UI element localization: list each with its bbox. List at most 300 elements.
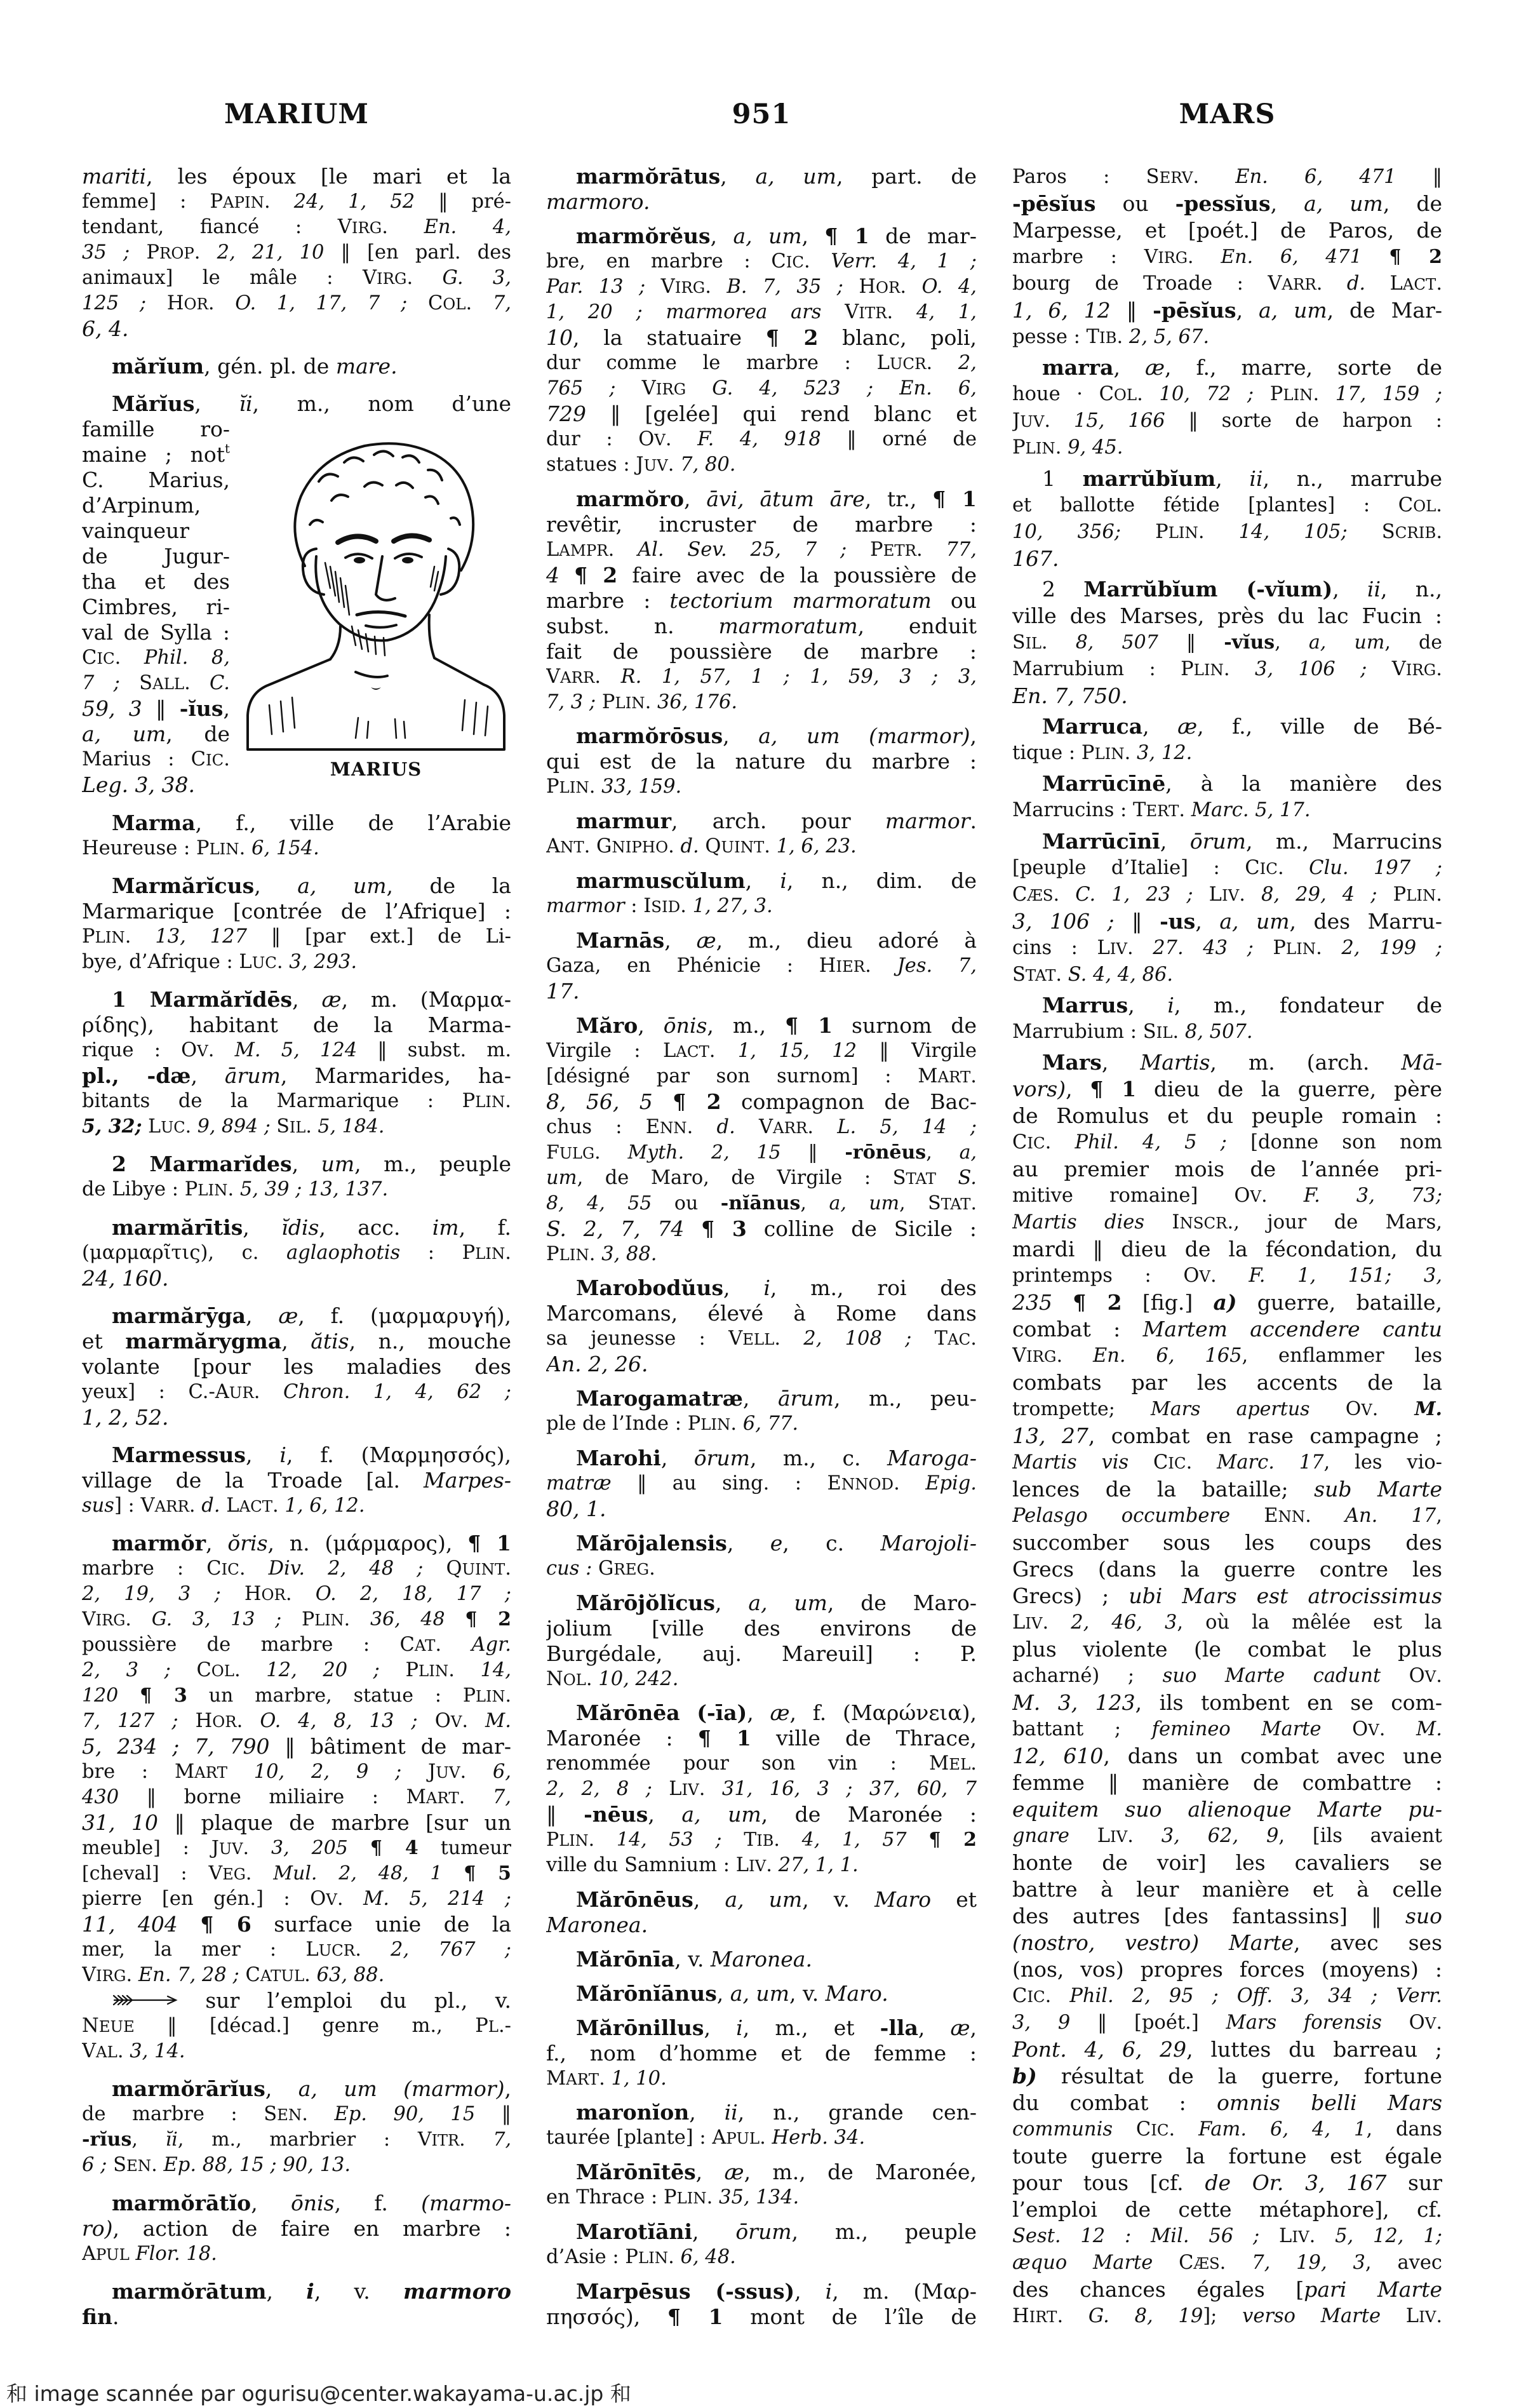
small-caps-letters: LIN: [95, 927, 125, 946]
text-run: 1: [1042, 466, 1083, 491]
author-abbreviation: MEL.: [929, 1752, 977, 1775]
text-run: ,: [716, 1980, 730, 2006]
small-caps-letters: ULG: [559, 1144, 595, 1162]
entry-line: [1012, 2303, 1442, 2330]
entry-line: [82, 2127, 511, 2153]
italic-text: Clu. 197 ;: [1283, 856, 1442, 879]
headword-text: -rĭus: [82, 2128, 132, 2151]
dictionary-entry: [1012, 713, 1442, 767]
italic-text: 3, 205: [249, 1837, 348, 1860]
italic-text: Ep. 90, 15: [307, 2103, 476, 2126]
text-run: , m. (Μαρμα-: [341, 987, 511, 1012]
text-run: tique :: [1012, 742, 1081, 764]
text-run: .: [970, 809, 977, 834]
small-caps-letters: EUE: [98, 2017, 135, 2036]
text-run: résultat de la guerre, fortune: [1036, 2064, 1442, 2088]
italic-text: 7,: [465, 2128, 511, 2151]
italic-text: ătis: [311, 1328, 349, 1354]
small-caps-letters: ART: [194, 1763, 227, 1782]
text-run: ,: [715, 1590, 749, 1615]
author-abbreviation: QUINT.: [423, 1557, 511, 1580]
entry-line: [546, 2066, 977, 2092]
headword-text: fin: [82, 2304, 112, 2329]
italic-text: Agr.: [441, 1634, 511, 1657]
text-run: ,: [970, 2015, 977, 2040]
entry-line: [1012, 191, 1442, 217]
italic-text: (nostro, vestro) Marte: [1012, 1930, 1294, 1955]
entry-line: [546, 300, 977, 325]
italic-text: C.: [190, 672, 230, 695]
italic-text: ārum: [777, 1386, 834, 1411]
entry-line: [546, 1887, 977, 1912]
entry-line: [546, 953, 977, 979]
marius-figure: [244, 436, 508, 782]
entry-line: [1012, 434, 1442, 461]
italic-text: 6, 154.: [245, 837, 319, 859]
author-abbreviation: PLIN.: [596, 690, 652, 713]
author-abbreviation: OV.: [1234, 1185, 1268, 1207]
italic-text: Sest. 12 : Mil. 56 ;: [1012, 2225, 1260, 2247]
bold-italic-text: i: [306, 2278, 314, 2304]
entry-line: [546, 2304, 977, 2330]
headword-text: -lla: [880, 2015, 918, 2040]
italic-text: An. 17: [1311, 1505, 1436, 1527]
headword-text: -pēsĭus: [1012, 191, 1096, 216]
italic-text: æ: [724, 2160, 744, 2185]
author-abbreviation: CIC.: [1012, 1131, 1052, 1153]
italic-text: 63, 88.: [310, 1964, 385, 1987]
text-run: mitive romaine]: [1012, 1185, 1235, 1207]
italic-text: marmoratum: [718, 613, 858, 638]
headword-text: ¶ 2: [1389, 246, 1442, 268]
headword-text: Marrŭbĭum (-vĭum): [1083, 576, 1333, 602]
entry-line: [1012, 770, 1442, 797]
small-caps-letters: ART: [937, 1067, 971, 1086]
italic-text: 1, 10.: [605, 2067, 667, 2090]
entry-line: [1012, 546, 1442, 572]
column-middle: [546, 164, 977, 2330]
italic-text: de Or. 3, 167: [1205, 2170, 1387, 2195]
dictionary-entry: [546, 164, 977, 215]
text-run: ,: [800, 1192, 829, 1214]
italic-text: 8, 29, 4 ;: [1245, 883, 1377, 906]
text-run: d’Arpinum,: [82, 493, 201, 518]
dictionary-entry: [546, 1275, 977, 1377]
text-run: , la statuaire: [573, 325, 766, 350]
text-run: f., nom d’homme et de femme :: [546, 2040, 977, 2066]
small-caps-letters: IV: [1110, 1827, 1128, 1846]
small-caps-letters: ART: [425, 1789, 459, 1808]
entry-line: [1012, 1316, 1442, 1343]
italic-text: 17.: [546, 978, 580, 1004]
text-run: ,: [245, 1442, 280, 1467]
italic-text: 13, 27: [1012, 1423, 1088, 1448]
entry-line: [1012, 1129, 1442, 1156]
small-caps-letters: IC: [97, 649, 115, 668]
author-abbreviation: VEG.: [208, 1862, 252, 1885]
author-abbreviation: PLIN.: [1081, 742, 1131, 764]
italic-text: 3, 9: [1012, 2012, 1071, 2034]
italic-text: 4, 1, 57: [779, 1829, 907, 1852]
text-run: ‖: [1110, 298, 1153, 323]
text-run: combats par les accents de la: [1012, 1370, 1442, 1395]
author-abbreviation: PLIN.: [1377, 883, 1442, 906]
author-abbreviation: P.: [960, 1641, 977, 1666]
text-run: C. Marius,: [82, 467, 230, 493]
author-abbreviation: SEN.: [107, 2154, 157, 2177]
entry-line: [546, 1115, 977, 1140]
small-caps-letters: V: [1368, 1721, 1379, 1739]
italic-text: 3, 62, 9: [1133, 1825, 1279, 1847]
text-run: , f. (μαρμαρυγή),: [298, 1303, 511, 1328]
entry-line: [82, 164, 511, 189]
italic-text: 6, 77.: [737, 1413, 799, 1435]
entry-line: [546, 2185, 977, 2210]
italic-text: Marc. 17: [1192, 1451, 1324, 1474]
entry-line: [1012, 1156, 1442, 1183]
italic-text: æ: [278, 1303, 298, 1328]
small-caps-letters: ELL: [742, 1330, 775, 1349]
text-run: chus :: [546, 1115, 646, 1138]
author-abbreviation: MART.: [406, 1786, 465, 1809]
italic-text: ŏris: [227, 1531, 268, 1556]
entry-line: [82, 240, 511, 265]
italic-text: ro): [82, 2215, 113, 2241]
italic-text: ĭi: [239, 391, 253, 417]
author-abbreviation: VITR.: [417, 2128, 465, 2151]
entry-line: [82, 2013, 511, 2039]
text-run: du combat :: [1012, 2090, 1217, 2115]
text-run: [donne son nom: [1226, 1131, 1442, 1153]
entry-line: [546, 376, 977, 401]
entry-line: [1012, 629, 1442, 656]
italic-text: ōrum: [735, 2219, 792, 2244]
text-run: ,: [1113, 355, 1145, 380]
author-abbreviation: LUC.: [239, 950, 283, 973]
entry-line: [546, 774, 977, 800]
entry-line: [82, 671, 230, 696]
entry-line: [1012, 408, 1442, 434]
entry-line: [82, 1632, 511, 1658]
italic-text: En. 6, 471: [1199, 166, 1396, 188]
entry-line: [546, 2041, 977, 2066]
text-run: , f., ville de l’Arabie: [195, 810, 511, 835]
text-run: , n., mouche: [349, 1328, 511, 1354]
italic-text: B. 7, 35 ;: [711, 275, 843, 298]
entry-line: [546, 1216, 977, 1242]
headword-text: marmŏro: [576, 486, 685, 511]
entry-line: [82, 1988, 511, 2013]
italic-text: Leg. 3, 38.: [82, 772, 196, 798]
headword-text: Mărōjalensis: [576, 1530, 727, 1556]
small-caps-letters: ARR: [154, 1496, 189, 1516]
entry-line: [1012, 297, 1442, 324]
entry-line: [1012, 1876, 1442, 1903]
entry-line: [82, 1531, 511, 1556]
text-run: [1052, 1290, 1073, 1315]
italic-text: 6 ;: [82, 2154, 107, 2177]
author-abbreviation: LACT.: [220, 1494, 279, 1517]
text-run: ,: [1101, 1050, 1141, 1075]
text-run: de mar-: [869, 223, 977, 248]
headword-text: marmuscŭlum: [576, 868, 746, 893]
italic-text: Mars apertus: [1151, 1398, 1310, 1420]
text-run: dieu de la guerre, père: [1136, 1077, 1442, 1101]
headword-text: Marrūcīnī: [1042, 828, 1160, 854]
entry-line: [82, 987, 511, 1012]
italic-text: 24, 160.: [82, 1265, 169, 1291]
dictionary-entry: [546, 2219, 977, 2270]
small-caps-letters: ART: [566, 2069, 599, 2088]
small-caps-letters: V: [450, 1712, 462, 1731]
entry-line: [546, 1616, 977, 1641]
entry-line: [82, 189, 511, 215]
text-run: ,: [723, 723, 759, 749]
dictionary-entry: [82, 1152, 511, 1202]
italic-text: Maroga-: [887, 1445, 977, 1470]
entry-line: [546, 1446, 977, 1471]
text-run: ,: [692, 2219, 736, 2244]
text-run: ,: [1142, 714, 1178, 739]
italic-text: Phil. 2, 95 ; Off. 3, 34 ; Verr.: [1051, 1985, 1442, 2007]
small-caps-letters: V: [197, 1042, 208, 1061]
italic-text: 14, 105;: [1204, 520, 1348, 543]
entry-line: [82, 391, 511, 417]
text-run: ,: [131, 2128, 166, 2151]
dictionary-entry: [546, 723, 977, 800]
text-run: ,: [254, 873, 298, 898]
headword-text: marmărītis: [112, 1214, 243, 1240]
text-run: plus violente (le combat le plus: [1012, 1637, 1442, 1662]
small-caps-letters: UC: [161, 1119, 185, 1137]
dictionary-entry: [1012, 1049, 1442, 2330]
text-run: combat :: [1012, 1317, 1143, 1341]
entry-line: [82, 1468, 511, 1493]
text-run: Cimbres, ri-: [82, 595, 230, 620]
author-abbreviation: NOL.: [546, 1667, 593, 1690]
italic-text: S. 4, 4, 86.: [1062, 963, 1174, 986]
text-run: , [ils avaient: [1278, 1825, 1442, 1847]
author-abbreviation: LIV.: [1259, 2225, 1316, 2247]
entry-line: [1012, 1503, 1442, 1529]
italic-text: 3, 293.: [283, 950, 358, 973]
entry-line: [546, 2279, 977, 2304]
author-abbreviation: FULG.: [546, 1141, 601, 1164]
small-caps-letters: IC: [1259, 859, 1278, 878]
italic-text: 14,: [454, 1659, 511, 1682]
italic-text: Myth. 2, 15: [600, 1141, 781, 1164]
entry-line: [1012, 244, 1442, 271]
italic-text: 1, 20 ; marmorea ars: [546, 300, 822, 323]
entry-line: [1012, 1476, 1442, 1503]
entry-line: [82, 1734, 511, 1759]
text-run: ,: [747, 1700, 770, 1726]
author-abbreviation: APUL.: [712, 2127, 766, 2149]
text-run: , de: [166, 722, 230, 747]
small-caps-letters: IRG: [96, 1966, 126, 1986]
entry-line: [546, 1827, 977, 1853]
entry-line: [546, 1590, 977, 1616]
text-run: ‖ [décad.] genre m.,: [134, 2015, 476, 2038]
italic-text: 80, 1.: [546, 1496, 606, 1521]
italic-text: a, um: [681, 1802, 761, 1827]
small-caps-letters: NN: [659, 1118, 687, 1137]
italic-text: 8, 507: [1047, 631, 1158, 654]
text-run: ,: [638, 1012, 664, 1038]
italic-text: verso Marte: [1242, 2305, 1381, 2327]
italic-text: suo Marte cadunt: [1162, 1665, 1381, 1687]
small-caps-letters: UCR: [318, 1941, 356, 1960]
entry-line: [1012, 1796, 1442, 1823]
entry-line: [82, 1658, 511, 1683]
entry-line: [1012, 828, 1442, 855]
dictionary-entry: [1012, 354, 1442, 461]
small-caps-letters: IV: [1109, 939, 1127, 958]
text-run: ‖ bâtiment de mar-: [269, 1734, 511, 1759]
small-caps-letters: LIN: [559, 778, 589, 797]
italic-text: tectorium marmoratum: [669, 588, 932, 613]
author-abbreviation: STAT.: [928, 1192, 977, 1214]
author-abbreviation: PAPIN.: [210, 191, 271, 213]
italic-text: sus: [82, 1494, 114, 1517]
italic-text: C. 1, 23 ;: [1059, 883, 1193, 906]
italic-text: a, um (marmor): [298, 2076, 505, 2102]
entry-line: [546, 1853, 977, 1878]
italic-text: 2, 2, 8 ;: [546, 1778, 652, 1801]
bold-italic-text: marmoro: [403, 2278, 511, 2304]
small-caps-letters: LIN: [209, 839, 239, 858]
text-run: , m., peuple: [354, 1152, 511, 1177]
text-run: , n., dim. de: [786, 868, 977, 893]
text-run: printemps :: [1012, 1265, 1184, 1287]
small-caps-letters: ALL: [152, 675, 185, 694]
text-run: , dans: [1366, 2118, 1442, 2141]
dictionary-entry: [1012, 770, 1442, 824]
text-run: val de Sylla :: [82, 620, 230, 645]
entry-line: [1012, 2116, 1442, 2143]
text-run: pour tous [cf.: [1012, 2170, 1205, 2195]
text-run: ,: [266, 2278, 307, 2304]
dictionary-entry: [82, 354, 511, 379]
headword-text: Marobodŭus: [576, 1275, 724, 1301]
entry-line: [82, 1963, 511, 1988]
text-run: (nos, vos) propres forces (moyens) :: [1012, 1957, 1442, 1982]
entry-line: [1012, 797, 1442, 824]
author-abbreviation: QUINT.: [699, 835, 770, 858]
text-run: ,: [742, 1386, 778, 1411]
author-abbreviation: LAMPR.: [546, 538, 615, 561]
italic-text: 14, 53 ;: [594, 1829, 722, 1852]
entry-line: [82, 1215, 511, 1240]
italic-text: 7, 3 ;: [546, 690, 596, 713]
small-caps-letters: ACT: [1402, 275, 1436, 293]
text-run: , n.,: [1381, 576, 1442, 602]
text-run: ple de l’Inde :: [546, 1413, 688, 1435]
entry-line: [82, 1759, 511, 1785]
small-caps-letters: LIN: [1193, 660, 1224, 679]
text-run: ‖: [1158, 631, 1224, 654]
italic-text: Mā-: [1401, 1050, 1442, 1075]
entry-line: [82, 1038, 511, 1063]
italic-text: 2, 5, 67.: [1123, 326, 1210, 348]
headword-text: marmărȳga: [112, 1303, 246, 1328]
entry-line: [82, 354, 511, 379]
entry-line: [1012, 1636, 1442, 1663]
text-run: Heureuse :: [82, 837, 196, 859]
headword-text: ¶ 2: [1073, 1290, 1122, 1315]
feathered-arrow-icon: [112, 1988, 178, 2013]
author-abbreviation: VARR.: [546, 665, 601, 688]
dictionary-entry: [82, 1215, 511, 1291]
italic-text: a, um: [730, 1980, 789, 2006]
entry-line: [546, 351, 977, 376]
italic-text: G. 4, 523 ; En. 6,: [686, 377, 977, 400]
text-run: bye, d’Afrique :: [82, 950, 239, 973]
author-abbreviation: CIC.: [1245, 856, 1284, 879]
entry-line: [82, 2102, 511, 2127]
author-abbreviation: PLIN.: [1181, 657, 1230, 680]
entry-line: [82, 1063, 511, 1089]
text-run: ,: [291, 1152, 321, 1177]
author-abbreviation: COL.: [1398, 494, 1442, 516]
small-caps-letters: V: [1424, 2014, 1436, 2033]
text-run: dur :: [546, 427, 639, 450]
italic-text: æ: [1144, 355, 1165, 380]
text-run: , v.: [674, 1946, 711, 1972]
text-run: , m., et: [742, 2015, 880, 2040]
entry-line: [82, 1266, 511, 1291]
author-abbreviation: PLIN.: [462, 1241, 511, 1264]
dictionary-entry: [546, 1386, 977, 1437]
headword-text: ¶ 4: [370, 1837, 418, 1860]
text-run: ,: [695, 2160, 725, 2185]
entry-line: [546, 563, 977, 588]
guide-word-right: MARS: [1179, 98, 1276, 130]
entry-line: [546, 664, 977, 690]
small-caps-letters: IRG: [376, 269, 407, 288]
figure-caption: MARIUS: [330, 758, 422, 780]
small-caps-letters: IRG: [1158, 249, 1188, 267]
italic-text: e: [770, 1530, 783, 1556]
dictionary-entry: [546, 224, 977, 478]
entry-line: [82, 595, 230, 620]
text-run: animaux] le mâle :: [82, 267, 363, 289]
small-caps-letters: EN: [126, 2156, 152, 2175]
entry-line: [546, 1191, 977, 1216]
italic-text: 5, 12, 1;: [1315, 2225, 1442, 2247]
author-abbreviation: CIC.: [771, 250, 810, 272]
text-run: acharné) ;: [1012, 1665, 1163, 1687]
small-caps-letters: NT: [560, 838, 584, 857]
dictionary-entry: [546, 2279, 977, 2330]
small-caps-letters: ÆS: [1193, 2254, 1220, 2273]
entry-line: [1012, 683, 1442, 709]
entry-line: [546, 928, 977, 953]
entry-line: [546, 614, 977, 639]
author-abbreviation: VARR.: [735, 1115, 814, 1138]
italic-text: G. 3, 13 ;: [131, 1608, 282, 1631]
entry-line: [546, 2219, 977, 2245]
text-run: statues :: [546, 453, 636, 476]
text-run: , m.,: [707, 1012, 786, 1038]
entry-line: [546, 189, 977, 215]
text-run: , combat en rase campagne ;: [1088, 1423, 1442, 1448]
small-caps-letters: L: [488, 2017, 499, 2036]
italic-text: 2, 46, 3: [1048, 1611, 1177, 1634]
author-abbreviation: INSCR.: [1144, 1211, 1234, 1233]
italic-text: 3, 106 ;: [1229, 657, 1367, 680]
text-run: ,: [292, 987, 322, 1012]
